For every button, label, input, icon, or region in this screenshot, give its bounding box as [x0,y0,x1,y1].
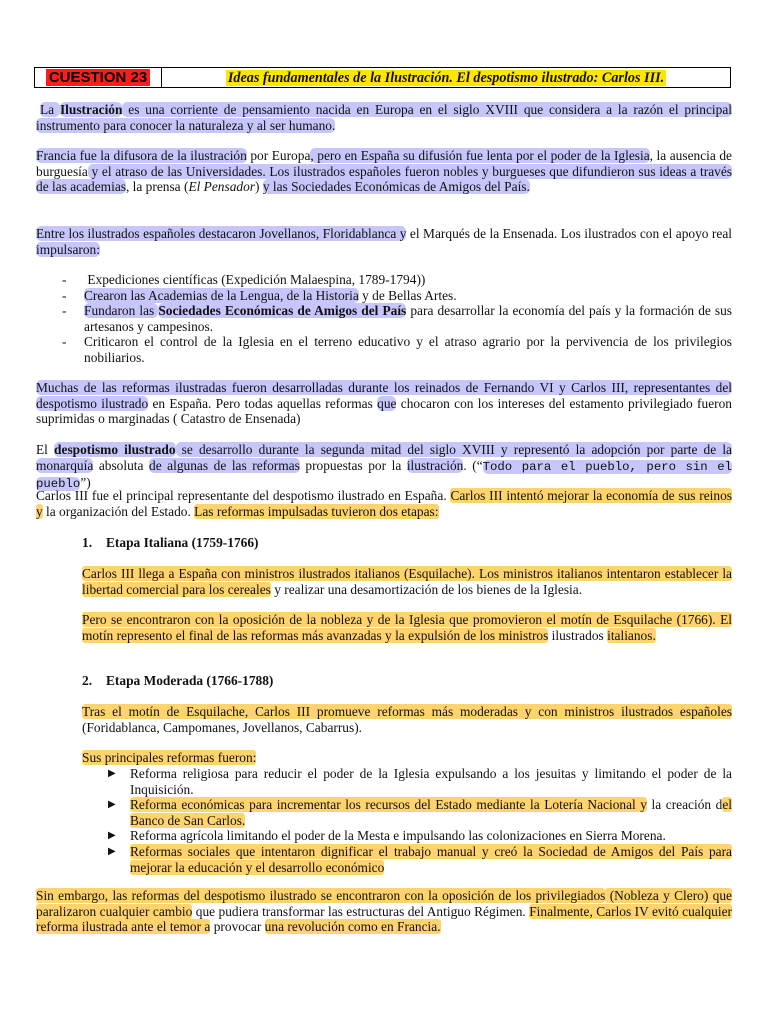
text-segment: Tras el motín de Esquilache, Carlos III promueve reformas más moderadas y con ministros ilustrados españoles [82,704,732,719]
text-segment: es una corriente de pensamiento nacida en Europa en el siglo XVIII que considera a la razón el principal instrumento para conocer la naturaleza y al ser humano. [36,102,732,133]
text-segment: ) [255,179,263,195]
arrow-right-bullet-icon: ▶ [108,830,116,842]
text-el-pensador: El Pensador [188,179,256,195]
text-segment: Carlos III intentó mejorar la economía de sus reinos y [36,488,732,519]
heading-etapa-moderada [82,673,273,689]
text-segment: por Europa [246,148,311,163]
text-segment: y el atraso de las Universidades. Los ilustrados españoles fueron nobles y burgueses que difundieron sus ideas a través de las academias [36,163,732,195]
text-segment: y de Bellas Artes. [358,287,457,303]
text-segment: la creación d [647,797,723,813]
text-segment: que pudiera transformar las estructuras del Antiguo Régimen. [192,903,530,919]
arrow-right-bullet-icon: ▶ [108,768,116,779]
list-item [36,334,732,365]
text-segment: absoluta [93,457,149,473]
paragraph-ilustracion [36,102,732,133]
text-segment: italianos. [607,627,656,643]
text-segment: el Banco de San Carlos. [130,797,732,828]
list-item [36,303,732,334]
text-segment: se desarrollo durante la segunda mitad del siglo XVIII y representó la adopción por parte de la monarquía [36,442,732,473]
heading-number: 2. [82,673,93,688]
dash-bullet-icon: - [62,287,67,303]
text-segment: , la ausencia de burguesía [36,148,732,179]
text-segment: Sin embargo, las reformas del despotismo ilustrado se encontraron con la oposición de los privilegiados [36,888,606,903]
text-segment: Carlos III fue el principal representante del despotismo ilustrado en España. [36,488,451,503]
text-segment: Expediciones científicas (Expedición Malaespina, 1789-1794)) [87,272,426,287]
paragraph-despotismo [36,442,732,493]
text-segment: Reformas sociales que intentaron dignificar el trabajo manual y creó la Sociedad de Amigos del País para mejorar la educación y el desarrollo económico [130,843,732,875]
list-reformas [36,766,732,875]
question-title: Ideas fundamentales de la Ilustración. El despotismo ilustrado: Carlos III. [227,69,665,86]
text-segment: ilustración [406,457,464,473]
question-title-cell [162,68,730,87]
dash-bullet-icon: - [62,334,67,350]
text-segment: el Marqués de la Ensenada. Los ilustrados con el apoyo real [406,226,733,241]
text-segment: Reforma económicas para incrementar los recursos del Estado mediante la Lotería Nacional y [130,797,647,813]
paragraph-ilustrados-espanoles [36,226,732,257]
quote-todo-para-el-pueblo: Todo para el pueblo, pero sin el pueblo [36,459,733,492]
heading-etapa-italiana [82,535,259,551]
question-code-cell [35,68,162,87]
arrow-right-bullet-icon: ▶ [108,799,116,811]
heading-text: Etapa Italiana (1759-1766) [106,535,259,550]
term-sociedades-economicas: Sociedades Económicas de Amigos del País [158,303,407,319]
list-item [36,766,732,797]
heading-text: Etapa Moderada (1766-1788) [106,673,274,688]
list-item [36,272,732,288]
text-segment: Reforma religiosa para reducir el poder de la Iglesia expulsando a los jesuitas y limitando el poder de la Inquisición. [130,766,732,797]
dash-bullet-icon: - [62,303,67,319]
text-segment: Criticaron el control de la Iglesia en el terreno educativo y el atraso agrario por la pervivencia de los privilegios nobiliarios. [84,334,732,365]
paragraph-ministros-italianos [82,566,732,597]
paragraph-principales-reformas [82,750,732,766]
text-segment: ilustrados [548,627,608,643]
text-segment: ”) [80,475,91,491]
text-segment: . (“ [463,457,483,473]
text-segment: Entre los ilustrados españoles destacaron Jovellanos, Floridablanca y [36,226,407,241]
text-segment: Carlos III llega a España con ministros ilustrados italianos (Esquilache). Los ministros italianos intentaron establecer la libertad comercial para los cereales [82,566,732,597]
paragraph-motin-esquilache [82,612,732,643]
list-item [36,844,732,875]
text-segment: Francia fue la difusora de la ilustración [36,148,247,163]
text-segment: chocaron con los intereses del estamento privilegiado fueron suprimidas o marginadas ( Catastro de Ensenada) [36,395,732,427]
text-segment: , la prensa ( [125,179,189,195]
text-segment: (Nobleza y Clero) que paralizaron cualquier cambio [36,888,732,919]
text-segment: en España. Pero todas aquellas reformas [148,395,378,411]
text-segment: El [36,442,55,457]
text-segment: Crearon las Academias de la Lengua, de la Historia [84,287,359,303]
text-segment: propuestas por la [299,457,407,473]
text-segment: y realizar una desamortización de los bienes de la Iglesia. [270,581,583,597]
list-item [36,797,732,828]
paragraph-sin-embargo [36,888,732,935]
text-segment: una revolución como en Francia. [264,919,441,935]
text-segment: provocar [210,919,265,935]
list-impulsaron [36,272,732,366]
list-item [36,288,732,304]
text-segment: la organización del Estado. [42,503,195,519]
text-segment: (Foridablanca, Campomanes, Jovellanos, Cabarrus). [82,719,363,735]
paragraph-tras-el-motin [82,704,732,735]
paragraph-francia [36,148,732,195]
text-segment: para desarrollar la economía del país y la formación de sus artesanos y campesinos. [84,303,733,334]
list-item [36,828,732,844]
text-segment: de algunas de las reformas [149,457,300,473]
arrow-right-bullet-icon: ▶ [108,845,116,857]
question-code: CUESTION 23 [46,69,150,86]
text-segment: Las reformas impulsadas tuvieron dos etapas: [194,503,439,519]
dash-bullet-icon: - [62,272,67,287]
text-segment: Fundaron las [84,303,159,319]
text-segment: Finalmente, Carlos IV evitó cualquier reforma ilustrada ante el temor a [36,903,732,935]
term-ilustracion: Ilustración [59,102,123,117]
text-segment: y las Sociedades Económicas de Amigos del País. [262,179,530,195]
text-segment: Muchas de las reformas ilustradas fueron desarrolladas durante los reinados de Fernando VI y Carlos III, representantes del despotismo ilustrado [36,380,732,411]
text-segment: impulsaron: [36,241,100,257]
text-segment: que [377,395,397,411]
term-despotismo-ilustrado: despotismo ilustrado [54,442,176,457]
text-segment: , pero en España su difusión fue lenta por el poder de la Iglesia [310,148,650,163]
paragraph-carlos-iii [36,488,732,519]
text-segment: Sus principales reformas fueron: [82,750,257,765]
question-header [34,67,731,88]
paragraph-reformas [36,380,732,427]
text-segment: Reforma agrícola limitando el poder de la Mesta e impulsando las colonizaciones en Sierra Morena. [130,828,666,844]
text-segment: La [40,102,60,117]
text-segment: Pero se encontraron con la oposición de la nobleza y de la Iglesia que promovieron el motín de Esquilache (1766). El motín represento el final de las reformas más avanzadas y la expulsión de los ministros [82,612,732,643]
heading-number: 1. [82,535,93,550]
